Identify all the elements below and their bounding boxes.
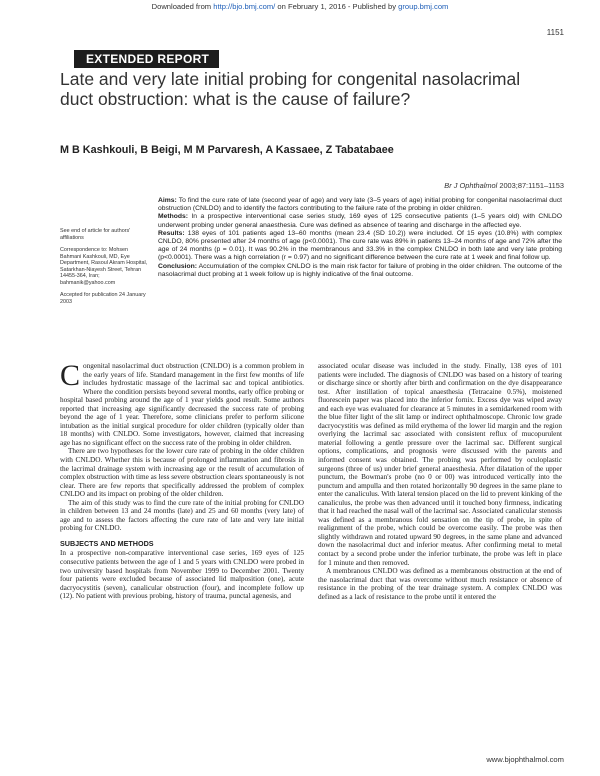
conclusion-label: Conclusion: (158, 262, 197, 270)
affiliations-note: See end of article for authors' affiliations (60, 228, 131, 241)
download-middle: on February 1, 2016 - Published by (275, 2, 399, 11)
publisher-link[interactable]: group.bmj.com (398, 2, 449, 11)
download-prefix: Downloaded from (151, 2, 214, 11)
article-title: Late and very late initial probing for congenital nasolacrimal duct obstruction: what is the cause of failure? (60, 69, 521, 109)
results-label: Results: (158, 229, 185, 237)
body-paragraph: The aim of this study was to find the cure rate of the initial probing for CNLDO in children between 13 and 24 months (late) and 25 and 60 months (very late) of age and to assess the factors affecting the cure rate of late and very late initial probing for CNLDO. (60, 498, 304, 533)
intro-paragraph (60, 359, 304, 447)
citation-details: 2003;87:1151–1153 (497, 181, 564, 190)
journal-name: Br J Ophthalmol (444, 181, 498, 190)
aims-label: Aims: (158, 197, 177, 204)
site-link[interactable]: http://bjo.bmj.com/ (213, 2, 276, 11)
abstract-methods (158, 213, 562, 229)
download-notice (0, 2, 600, 11)
body-column-left (60, 359, 304, 601)
intro-text: ongenital nasolacrimal duct obstruction (CNLDO) is a common problem in the early years of life. Standard management in the first few months of life includes hydrostatic massage of the lacrimal sac and topical antibiotics. Where the condition persists beyond several months, early office probing or hospital based probing around the age of 1 year yields good result. Some authors reported that increasing age significantly decreased the success rate of probing beyond the age of 1 year. Therefore, some clinicians prefer to perform silicone intubation as the initial surgical procedure for older children (typically older than 18 months) with CNLDO. Some investigators, however, claimed that increasing age has no significant effect on the success rate of the probing in older children. (60, 362, 304, 447)
drop-cap: C (60, 359, 81, 392)
abstract (158, 197, 562, 279)
body-paragraph: There are two hypotheses for the lower cure rate of probing in the older children with CNLDO. Whether this is because of prolonged inflammation and fibrosis in the lacrimal drainage system with increasing age or the result of accumulation of complex obstruction with time as less severe obstruction clears spontaneously is not clear. There are few reports that specifically addressed the problem of complex CNLDO and its impact on probing of the older children. (60, 447, 304, 499)
accepted-note: Accepted for publication 24 January 2003 (60, 292, 146, 305)
body-paragraph: In a prospective non-comparative interventional case series, 169 eyes of 125 consecutive patients between the age of 1 and 5 years with CNLDO were probed in two university based hospitals from November 1999 to December 2001. Twenty four patients were excluded because of associated lid malposition (one), acute dacryocystitis (seven), canalicular obstruction (four), and incomplete follow up (12). No patient with previous probing, history of trauma, punctal agenesis, and (60, 549, 304, 601)
conclusion-text: Accumulation of the complex CNLDO is the main risk factor for failure of probing in the older children. The outcome of the nasolacrimal duct probing at 1 week follow up is highly indicative of the final outcome. (158, 262, 562, 278)
abstract-aims (158, 197, 562, 213)
abstract-results (158, 230, 562, 263)
footer-url[interactable]: www.bjophthalmol.com (486, 755, 564, 764)
journal-citation (444, 181, 564, 190)
body-column-right (318, 362, 562, 601)
methods-label: Methods: (158, 213, 188, 221)
body-paragraph: A membranous CNLDO was defined as a membranous obstruction at the end of the nasolacrimal duct that was overcome without much resistance or absence of resistance in the probing of the tear drainage system. A complex CNLDO was defined as a lack of resistance to the probe until it entered the (318, 567, 562, 601)
page-number: 1151 (546, 28, 564, 37)
section-heading: SUBJECTS AND METHODS (60, 538, 154, 548)
author-list: M B Kashkouli, B Beigi, M M Parvaresh, A Kassaee, Z Tabatabaee (60, 144, 394, 156)
results-text: 138 eyes of 101 patients aged 13–60 months (mean 23.4 (SD 10.2)) were included. Of 15 eyes (10.8%) with complex CNLDO, 80% presented after 24 months of age (p<0.0001). The cure rate was 89% in patients 13–24 months of age and 72% after the age of 24 months (p = 0.01). It was 90.2% in the membranous and 33.3% in the complex CNLDO in both late and very late probing (p<0.0001). There was a high correlation (r = 0.97) and no significant difference between the cure rate at 1 week and final follow up. (158, 229, 562, 262)
body-paragraph: associated ocular disease was included in the study. Finally, 138 eyes of 101 patients were included. The diagnosis of CNLDO was based on a history of tearing or discharge since or shortly after birth and confirmation on the dye disappearance test. After instillation of topical anaesthesia (Tetracaine 0.5%), moistened fluorescein paper was placed into the inferior fornix. Excess dye was wiped away and each eye was evaluated for clearance at 5 minutes in a semidarkened room with the blue filter light of the slit lamp or indirect ophthalmoscope. Chronic low grade dacryocystitis was defined as mild erythema of the lower lid margin and the region overlying the lacrimal sac associated with consistent reflux of mucopurulent material following a gentle pressure over the lacrimal sac. Different surgical options, complications, and prognosis were discussed with the parents and informed consent was obtained. The probing was performed by oculoplastic surgeons (three of us) under brief general anaesthesia. After dilatation of the upper punctum, the Bowman's probe (no 0 or 00) was introduced vertically into the punctum and ampulla and then rotated horizontally 90 degrees in the same plane to enter the canaliculus. With lateral tension placed on the lid to prevent kinking of the canaliculus, the probe was then advanced until it touched bony firmness, indicating that it had reached the nasal wall of the lacrimal sac. Associated canalicular stenosis was defined as a membranous fold sensation on the tip of probe, in spite of realignment of the probe, which could be overcome easily. The probe was then slightly withdrawn and rotated upward 90 degrees, in the same plane and advanced down the nasolacrimal duct and inferior meatus. After confirming metal to metal contact by a second probe under the inferior turbinate, the probe was left in place for 1 minute and then removed. (318, 362, 562, 567)
correspondence-note: Correspondence to: Mohsen Bahmani Kashkouli, MD, Eye Department, Rasoul Akram Hospital, Satarkhan-Niayesh Street, Tehran 14455-364, Iran; bahmanik@yahoo.com (60, 247, 148, 286)
sidebar-notes (60, 228, 150, 311)
abstract-conclusion (158, 263, 562, 279)
methods-text: In a prospective interventional case series study, 169 eyes of 125 consecutive patients (1–5 years old) with CNLDO underwent probing under general anaesthesia. Cure was defined as absence of tearing and discharge in the affected eye. (158, 213, 562, 229)
section-banner: EXTENDED REPORT (74, 50, 219, 68)
aims-text: To find the cure rate of late (second year of age) and very late (3–5 years of age) initial probing for congenital nasolacrimal duct obstruction (CNLDO) and to identify the factors contributing to the failure rate of the probing in older children. (158, 197, 562, 213)
